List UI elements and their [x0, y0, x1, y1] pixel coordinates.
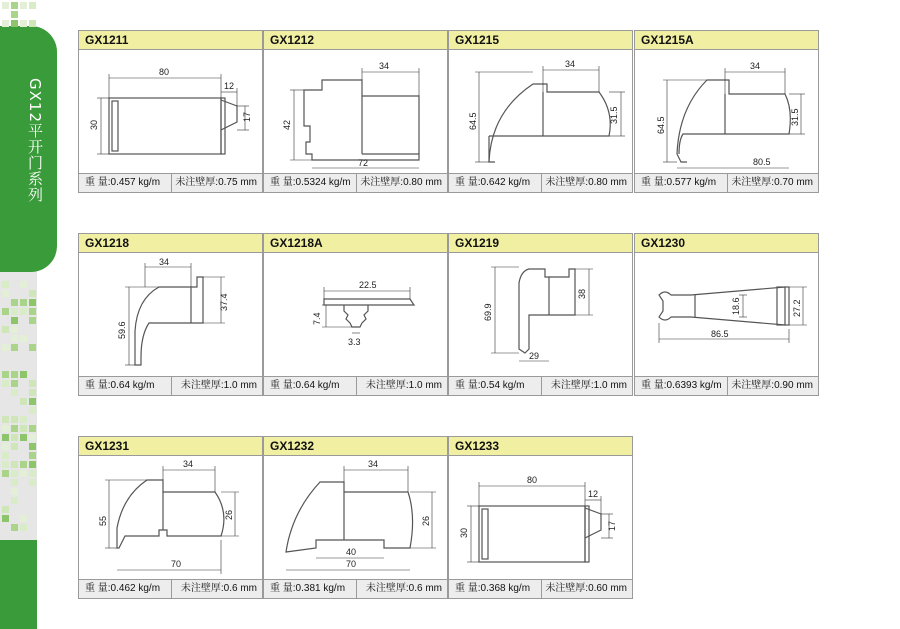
decorative-square — [20, 461, 27, 468]
thickness-value: 未注壁厚:0.70 mm — [731, 177, 813, 188]
product-spec-bar — [449, 579, 632, 598]
decorative-square — [20, 434, 27, 441]
decorative-square — [2, 461, 9, 468]
decorative-square — [11, 344, 18, 351]
product-spec-bar — [635, 173, 818, 192]
decorative-square — [29, 398, 36, 405]
divider — [171, 377, 172, 395]
product-spec-bar — [79, 579, 262, 598]
weight-value: 重 量:0.457 kg/m — [85, 177, 161, 188]
product-card-gx1218 — [78, 233, 263, 396]
decorative-square — [11, 308, 18, 315]
decorative-square — [29, 479, 36, 486]
product-code: GX1230 — [635, 234, 818, 253]
dim-label: 34 — [183, 459, 194, 469]
weight-value: 重 量:0.64 kg/m — [85, 380, 155, 391]
dim-label: 70 — [171, 559, 182, 569]
decorative-square — [20, 335, 27, 342]
decorative-square — [2, 308, 9, 315]
thickness-value: 未注壁厚:0.6 mm — [180, 583, 257, 594]
decorative-square — [29, 20, 36, 27]
product-card-gx1230 — [634, 233, 819, 396]
side-green-strip — [0, 540, 37, 629]
decorative-square — [11, 425, 18, 432]
dim-label: 18.6 — [731, 297, 741, 315]
decorative-square — [11, 443, 18, 450]
thickness-value: 未注壁厚:1.0 mm — [180, 380, 257, 391]
decorative-square — [11, 416, 18, 423]
weight-value: 重 量:0.462 kg/m — [85, 583, 161, 594]
product-spec-bar — [449, 376, 632, 395]
decorative-square — [11, 335, 18, 342]
weight-value: 重 量:0.54 kg/m — [455, 380, 525, 391]
decorative-square — [2, 515, 9, 522]
product-card-gx1231 — [78, 436, 263, 599]
product-code: GX1233 — [449, 437, 632, 456]
decorative-square — [29, 389, 36, 396]
decorative-square — [20, 398, 27, 405]
decorative-square — [20, 524, 27, 531]
product-spec-bar — [635, 376, 818, 395]
thickness-value: 未注壁厚:0.80 mm — [360, 177, 442, 188]
series-title: GX12平开门系列 — [26, 78, 44, 203]
divider — [356, 580, 357, 598]
divider — [727, 174, 728, 192]
profile-drawing — [264, 456, 447, 580]
dim-label: 27.2 — [792, 299, 802, 317]
decorative-square — [11, 299, 18, 306]
dim-label: 37.4 — [219, 293, 229, 311]
decorative-square — [29, 443, 36, 450]
product-spec-bar — [79, 376, 262, 395]
dim-label: 80 — [159, 67, 170, 77]
decorative-square — [2, 506, 9, 513]
decorative-square — [11, 461, 18, 468]
decorative-square — [29, 434, 36, 441]
dim-label: 55 — [98, 515, 108, 526]
decorative-square — [11, 2, 18, 9]
thickness-value: 未注壁厚:0.60 mm — [545, 583, 627, 594]
decorative-square — [2, 281, 9, 288]
decorative-square — [11, 380, 18, 387]
product-spec-bar — [449, 173, 632, 192]
product-card-gx1232 — [263, 436, 448, 599]
profile-drawing — [79, 50, 262, 174]
weight-value: 重 量:0.368 kg/m — [455, 583, 531, 594]
product-spec-bar — [264, 579, 447, 598]
product-spec-bar — [79, 173, 262, 192]
divider — [727, 377, 728, 395]
dim-label: 34 — [750, 61, 761, 71]
dim-label: 70 — [346, 559, 357, 569]
profile-drawing — [449, 253, 632, 377]
product-code: GX1212 — [264, 31, 447, 50]
decorative-square — [11, 497, 18, 504]
dim-label: 64.5 — [656, 116, 666, 134]
thickness-value: 未注壁厚:0.90 mm — [731, 380, 813, 391]
decorative-square — [20, 416, 27, 423]
decorative-square — [2, 20, 9, 27]
dim-label: 34 — [565, 59, 576, 69]
divider — [541, 174, 542, 192]
decorative-square — [29, 380, 36, 387]
weight-value: 重 量:0.381 kg/m — [270, 583, 346, 594]
product-card-gx1215 — [448, 30, 633, 193]
product-code: GX1218A — [264, 234, 447, 253]
product-card-gx1233 — [448, 436, 633, 599]
dim-label: 31.5 — [609, 106, 619, 124]
thickness-value: 未注壁厚:0.75 mm — [175, 177, 257, 188]
product-card-gx1218a — [263, 233, 448, 396]
decorative-square — [20, 281, 27, 288]
divider — [356, 174, 357, 192]
dim-label: 30 — [459, 527, 469, 538]
dim-label: 59.6 — [117, 321, 127, 339]
profile-drawing — [79, 456, 262, 580]
divider — [171, 580, 172, 598]
decorative-square — [20, 470, 27, 477]
weight-value: 重 量:0.6393 kg/m — [641, 380, 722, 391]
product-code: GX1211 — [79, 31, 262, 50]
dim-label: 29 — [529, 351, 540, 361]
dim-label: 26 — [421, 515, 431, 526]
profile-drawing — [264, 253, 447, 377]
series-tab — [0, 26, 57, 272]
decorative-square — [11, 317, 18, 324]
thickness-value: 未注壁厚:1.0 mm — [550, 380, 627, 391]
decorative-square — [29, 2, 36, 9]
decorative-square — [29, 461, 36, 468]
decorative-square — [2, 452, 9, 459]
decorative-square — [11, 479, 18, 486]
decorative-square — [11, 389, 18, 396]
decorative-square — [11, 20, 18, 27]
decorative-square — [11, 524, 18, 531]
profile-drawing — [79, 253, 262, 377]
decorative-square — [11, 326, 18, 333]
decorative-square — [2, 470, 9, 477]
decorative-square — [29, 317, 36, 324]
profile-drawing — [635, 253, 818, 377]
dim-label: 34 — [368, 459, 379, 469]
decorative-square — [29, 344, 36, 351]
dim-label: 72 — [358, 158, 369, 168]
dim-label: 22.5 — [359, 280, 377, 290]
decorative-square — [11, 470, 18, 477]
profile-drawing — [449, 50, 632, 174]
decorative-square — [20, 515, 27, 522]
decorative-square — [20, 2, 27, 9]
product-card-gx1211 — [78, 30, 263, 193]
thickness-value: 未注壁厚:0.6 mm — [365, 583, 442, 594]
profile-drawing — [264, 50, 447, 174]
product-code: GX1218 — [79, 234, 262, 253]
dim-label: 26 — [224, 509, 234, 520]
divider — [541, 377, 542, 395]
product-code: GX1231 — [79, 437, 262, 456]
decorative-square — [2, 344, 9, 351]
decorative-square — [29, 407, 36, 414]
product-spec-bar — [264, 173, 447, 192]
dim-label: 12 — [588, 489, 599, 499]
decorative-square — [29, 425, 36, 432]
profile-drawing — [449, 456, 632, 580]
decorative-square — [2, 2, 9, 9]
dim-label: 80.5 — [753, 157, 771, 167]
dim-label: 80 — [527, 475, 538, 485]
decorative-square — [11, 371, 18, 378]
dim-label: 42 — [282, 119, 292, 130]
decorative-square — [20, 308, 27, 315]
weight-value: 重 量:0.577 kg/m — [641, 177, 717, 188]
decorative-square — [29, 299, 36, 306]
dim-label: 3.3 — [348, 337, 361, 347]
product-card-gx1215a — [634, 30, 819, 193]
decorative-square — [2, 425, 9, 432]
decorative-square — [2, 290, 9, 297]
divider — [171, 174, 172, 192]
decorative-square — [29, 290, 36, 297]
decorative-square — [20, 371, 27, 378]
thickness-value: 未注壁厚:0.80 mm — [545, 177, 627, 188]
dim-label: 64.5 — [468, 112, 478, 130]
dim-label: 12 — [224, 81, 235, 91]
dim-label: 69.9 — [483, 303, 493, 321]
decorative-square — [2, 380, 9, 387]
decorative-square — [11, 488, 18, 495]
decorative-square — [11, 11, 18, 18]
dim-label: 40 — [346, 547, 357, 557]
profile-drawing — [635, 50, 818, 174]
decorative-square — [2, 371, 9, 378]
divider — [356, 377, 357, 395]
decorative-square — [2, 434, 9, 441]
decorative-square — [29, 308, 36, 315]
dim-label: 17 — [607, 520, 617, 531]
decorative-square — [20, 299, 27, 306]
dim-label: 38 — [577, 288, 587, 299]
product-spec-bar — [264, 376, 447, 395]
thickness-value: 未注壁厚:1.0 mm — [365, 380, 442, 391]
decorative-square — [29, 470, 36, 477]
product-card-gx1219 — [448, 233, 633, 396]
dim-label: 30 — [89, 119, 99, 130]
dim-label: 31.5 — [790, 108, 800, 126]
decorative-square — [2, 416, 9, 423]
dim-label: 34 — [379, 61, 390, 71]
decorative-square — [11, 434, 18, 441]
weight-value: 重 量:0.64 kg/m — [270, 380, 340, 391]
decorative-square — [29, 452, 36, 459]
decorative-square — [20, 425, 27, 432]
product-code: GX1232 — [264, 437, 447, 456]
product-card-gx1212 — [263, 30, 448, 193]
product-code: GX1219 — [449, 234, 632, 253]
dim-label: 7.4 — [312, 312, 322, 325]
product-code: GX1215 — [449, 31, 632, 50]
dim-label: 17 — [242, 111, 252, 122]
decorative-square — [20, 20, 27, 27]
decorative-square — [2, 326, 9, 333]
decorative-square — [2, 443, 9, 450]
product-code: GX1215A — [635, 31, 818, 50]
dim-label: 34 — [159, 257, 170, 267]
divider — [541, 580, 542, 598]
weight-value: 重 量:0.5324 kg/m — [270, 177, 351, 188]
dim-label: 86.5 — [711, 329, 729, 339]
weight-value: 重 量:0.642 kg/m — [455, 177, 531, 188]
